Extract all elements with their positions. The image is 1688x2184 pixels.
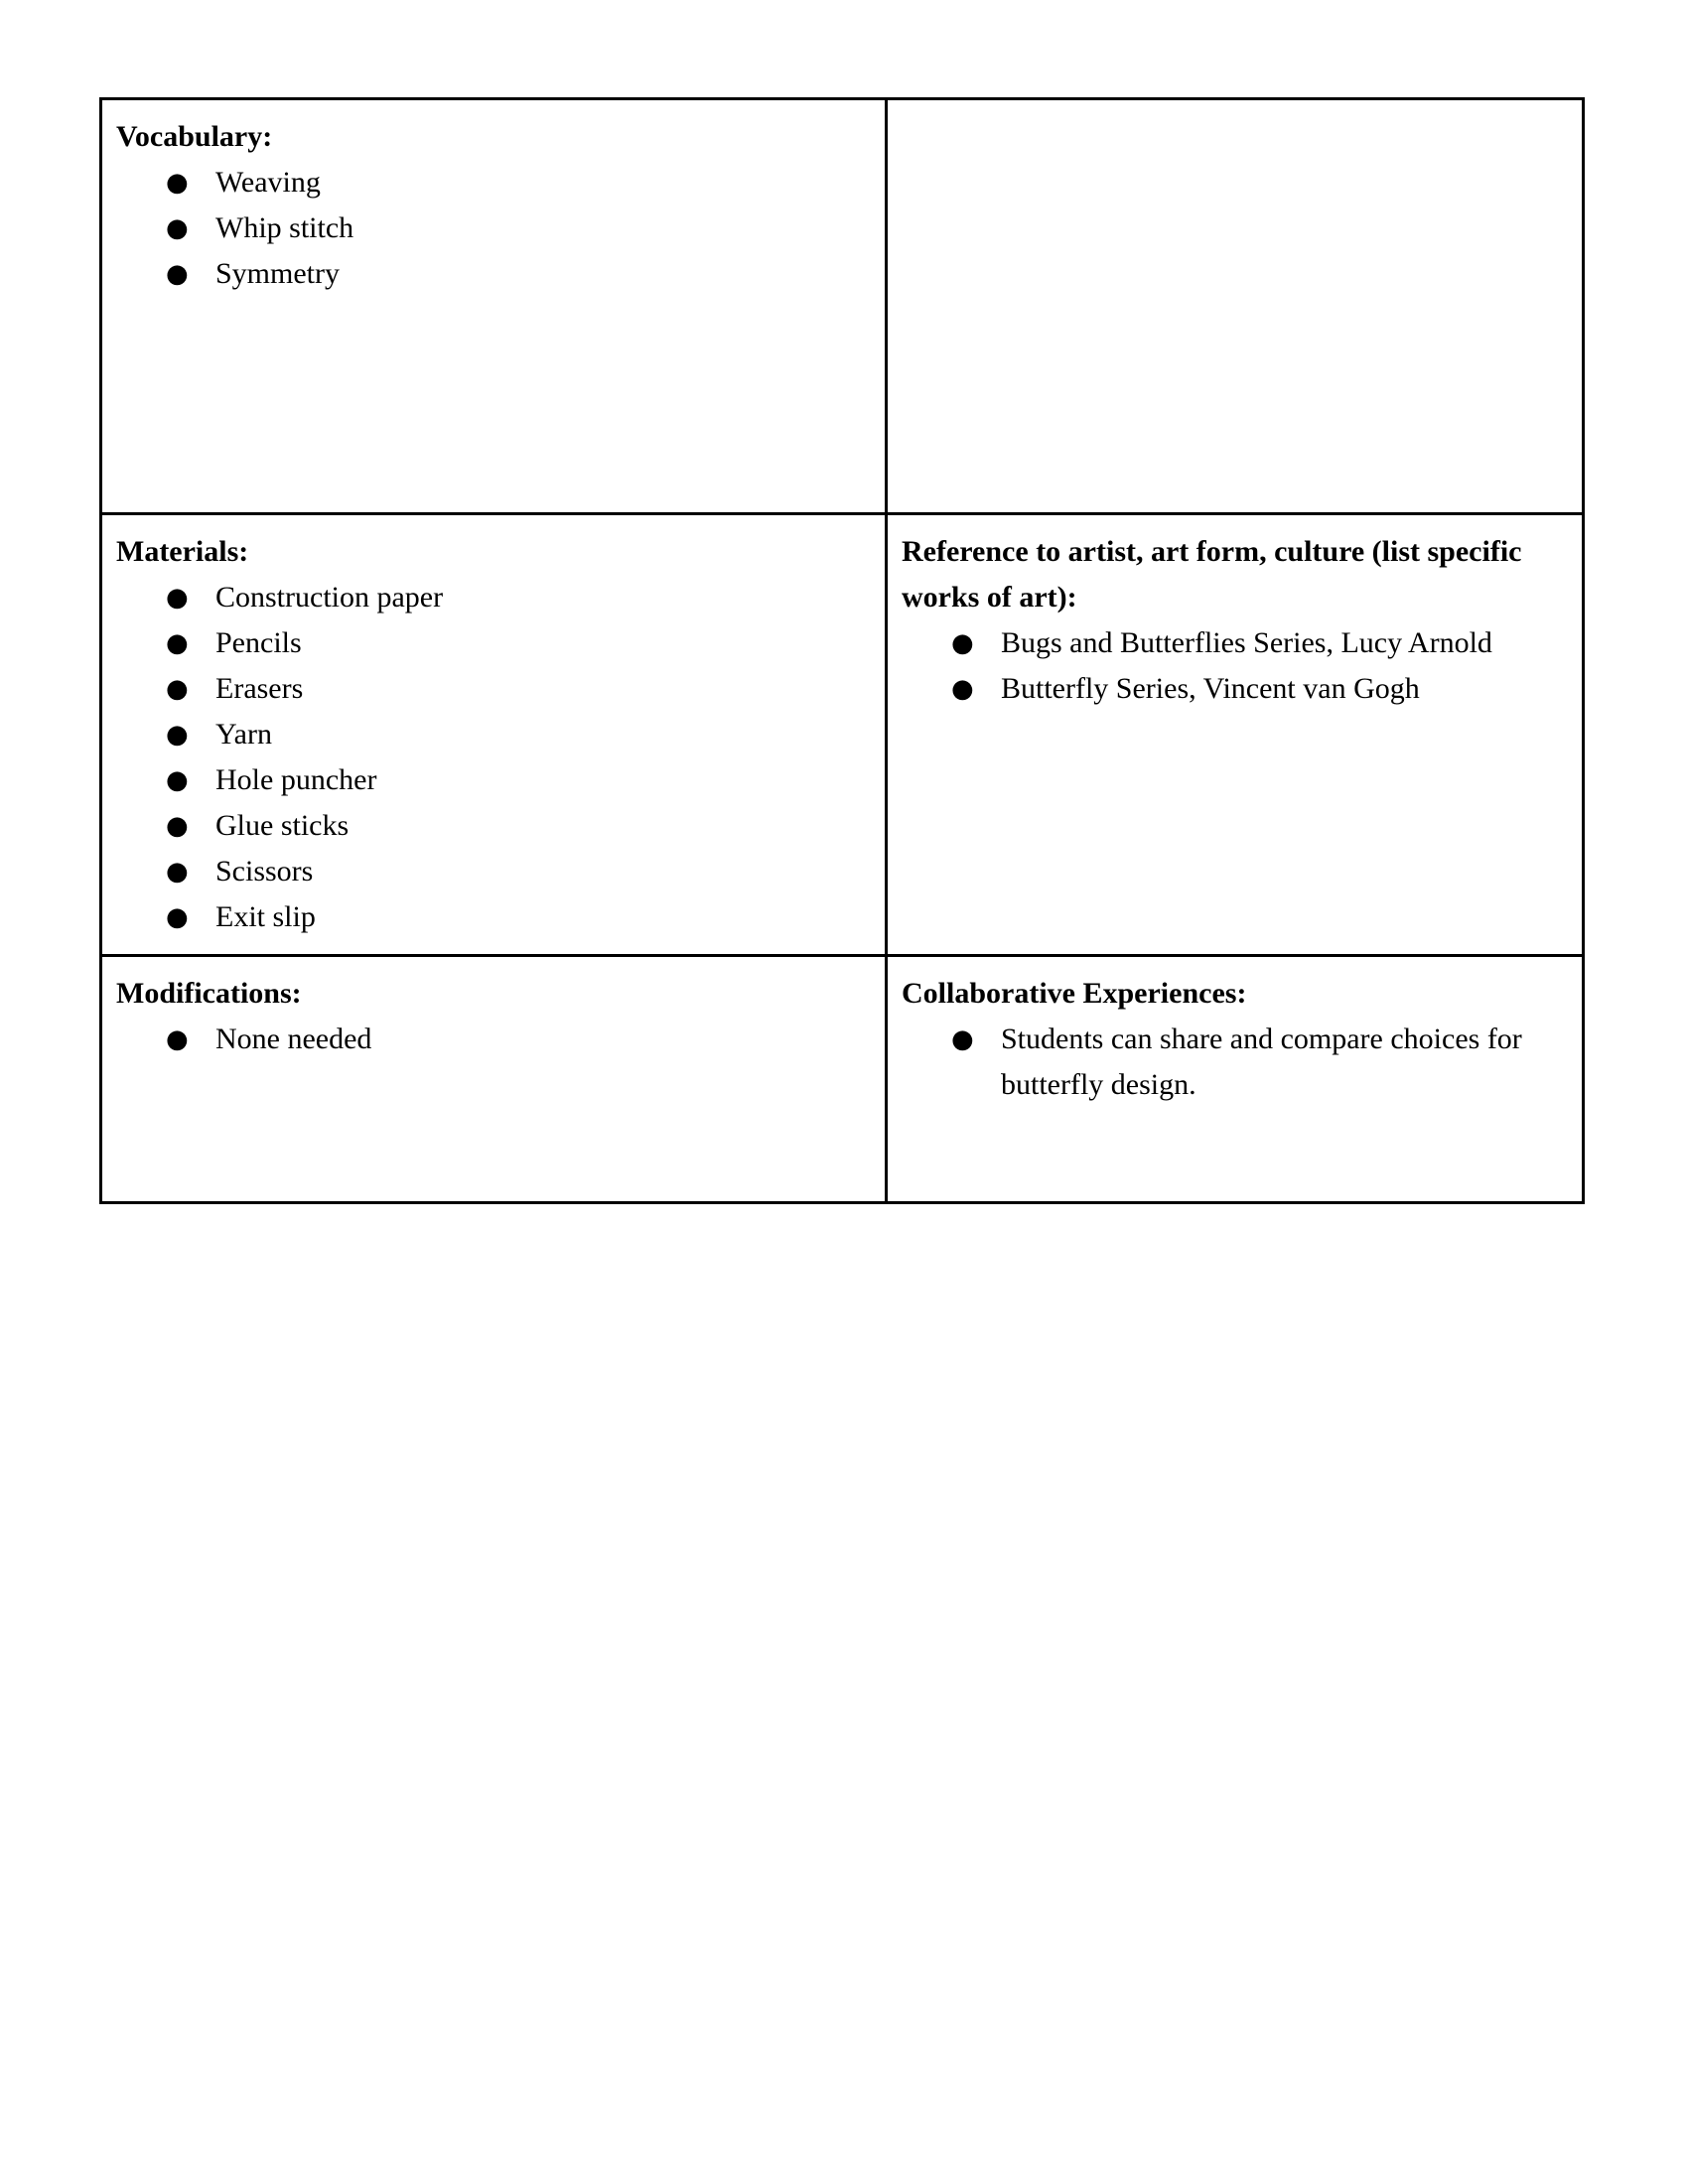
list-item bbox=[116, 1017, 871, 1062]
list-item bbox=[116, 757, 871, 803]
table-row bbox=[101, 99, 1584, 514]
materials-heading: Materials: bbox=[116, 535, 249, 568]
bullet-icon: ● bbox=[166, 1024, 189, 1054]
list-item bbox=[902, 620, 1568, 666]
materials-item: Construction paper bbox=[215, 581, 444, 614]
list-item bbox=[902, 1017, 1568, 1108]
list-item bbox=[116, 894, 871, 940]
table-row bbox=[101, 514, 1584, 956]
materials-item: Yarn bbox=[215, 718, 272, 751]
materials-cell bbox=[101, 514, 887, 956]
bullet-icon: ● bbox=[166, 674, 189, 704]
bullet-icon: ● bbox=[166, 811, 189, 841]
materials-item: Hole puncher bbox=[215, 763, 377, 796]
list-item bbox=[116, 620, 871, 666]
vocabulary-list bbox=[116, 160, 871, 297]
vocabulary-item: Whip stitch bbox=[215, 211, 354, 244]
list-item bbox=[116, 849, 871, 894]
bullet-icon: ● bbox=[951, 674, 974, 704]
empty-cell bbox=[887, 99, 1584, 514]
bullet-icon: ● bbox=[166, 259, 189, 289]
materials-item: Pencils bbox=[215, 626, 302, 659]
materials-item: Exit slip bbox=[215, 900, 316, 933]
modifications-cell bbox=[101, 956, 887, 1203]
reference-list bbox=[902, 620, 1568, 712]
list-item bbox=[116, 666, 871, 712]
list-item bbox=[116, 712, 871, 757]
bullet-icon: ● bbox=[166, 168, 189, 198]
reference-heading: Reference to artist, art form, culture (list specific works of art): bbox=[902, 535, 1522, 614]
modifications-list bbox=[116, 1017, 871, 1062]
collaborative-item: Students can share and compare choices for butterfly design. bbox=[1001, 1023, 1522, 1101]
bullet-icon: ● bbox=[166, 213, 189, 243]
bullet-icon: ● bbox=[166, 765, 189, 795]
list-item bbox=[116, 575, 871, 620]
reference-item: Butterfly Series, Vincent van Gogh bbox=[1001, 672, 1420, 705]
vocabulary-heading: Vocabulary: bbox=[116, 120, 273, 153]
materials-list bbox=[116, 575, 871, 940]
collaborative-cell bbox=[887, 956, 1584, 1203]
modifications-item: None needed bbox=[215, 1023, 372, 1055]
bullet-icon: ● bbox=[951, 1024, 974, 1054]
bullet-icon: ● bbox=[166, 720, 189, 750]
materials-item: Erasers bbox=[215, 672, 304, 705]
bullet-icon: ● bbox=[166, 902, 189, 932]
vocabulary-item: Weaving bbox=[215, 166, 321, 199]
reference-cell bbox=[887, 514, 1584, 956]
list-item bbox=[116, 160, 871, 205]
lesson-plan-table bbox=[99, 97, 1585, 1204]
vocabulary-item: Symmetry bbox=[215, 257, 340, 290]
materials-item: Glue sticks bbox=[215, 809, 350, 842]
bullet-icon: ● bbox=[951, 628, 974, 658]
bullet-icon: ● bbox=[166, 857, 189, 887]
list-item bbox=[116, 251, 871, 297]
table-row bbox=[101, 956, 1584, 1203]
reference-item: Bugs and Butterflies Series, Lucy Arnold bbox=[1001, 626, 1492, 659]
list-item bbox=[902, 666, 1568, 712]
modifications-heading: Modifications: bbox=[116, 977, 302, 1010]
bullet-icon: ● bbox=[166, 583, 189, 613]
collaborative-heading: Collaborative Experiences: bbox=[902, 977, 1247, 1010]
materials-item: Scissors bbox=[215, 855, 314, 887]
vocabulary-cell bbox=[101, 99, 887, 514]
bullet-icon: ● bbox=[166, 628, 189, 658]
list-item bbox=[116, 205, 871, 251]
collaborative-list bbox=[902, 1017, 1568, 1108]
list-item bbox=[116, 803, 871, 849]
